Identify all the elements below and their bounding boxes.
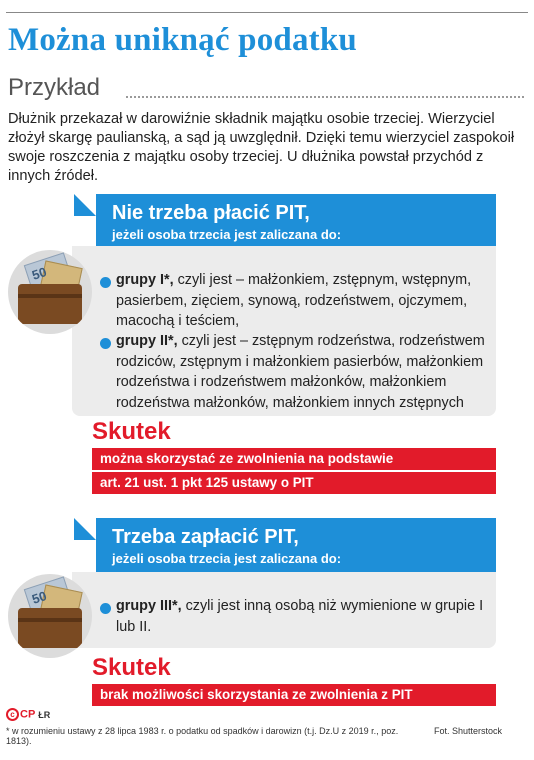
intro-paragraph: Dłużnik przekazał w darowiźnie składnik majątku osobie trzeciej. Wierzyciel złożył skargę paulianską, a sąd ją uwzględnił. Dzięki temu wierzyciel zaspokoił swoje roszczenia z majątku osoby trzeciej. U dłużnika powstał przychód z innych źródeł. bbox=[8, 111, 515, 184]
group1-label: grupy I*, bbox=[116, 272, 174, 288]
wallet-flap bbox=[18, 294, 82, 298]
section1-item2 bbox=[116, 331, 488, 413]
section1-banner-tail bbox=[74, 194, 96, 216]
section2-effect-line1: brak możliwości skorzystania ze zwolnienia z PIT bbox=[92, 684, 496, 706]
section2-banner-tail bbox=[74, 518, 96, 540]
section2-heading: Trzeba zapłacić PIT, bbox=[112, 526, 299, 548]
section2-subheading: jeżeli osoba trzecia jest zaliczana do: bbox=[112, 551, 342, 566]
section1-item1 bbox=[116, 270, 488, 332]
banknote-value: 50 bbox=[30, 588, 49, 607]
wallet-icon bbox=[18, 284, 82, 324]
section1-subheading: jeżeli osoba trzecia jest zaliczana do: bbox=[112, 227, 342, 242]
group3-text: czyli jest inną osobą niż wymienione w grupie I lub II. bbox=[116, 598, 484, 635]
subtitle-row bbox=[8, 74, 524, 102]
page-title: Można uniknąć podatku bbox=[8, 22, 357, 58]
author-initials: ŁR bbox=[38, 709, 51, 720]
footnote: * w rozumieniu ustawy z 28 lipca 1983 r. o podatku od spadków i darowizn (t.j. Dz.U z 2019 r., poz. 1813). bbox=[6, 726, 399, 746]
dotted-divider bbox=[126, 96, 524, 98]
bullet-icon bbox=[100, 277, 111, 288]
section1-effect-line2: art. 21 ust. 1 pkt 125 ustawy o PIT bbox=[92, 472, 496, 494]
wallet-photo bbox=[8, 574, 92, 658]
banknote-value: 50 bbox=[30, 264, 49, 283]
section1-effect-label: Skutek bbox=[92, 418, 171, 445]
bullet-icon bbox=[100, 603, 111, 614]
group1-text: czyli jest – małżonkiem, zstępnym, wstępnym, pasierbem, zięciem, synową, rodzeństwem, ojczymem, macochą i teściem, bbox=[116, 272, 472, 329]
publisher-logo bbox=[6, 708, 50, 721]
wallet-flap bbox=[18, 618, 82, 622]
section1-effect-line1: można skorzystać ze zwolnienia na podstawie bbox=[92, 448, 496, 470]
copyright-icon: c bbox=[6, 708, 19, 721]
group3-label: grupy III*, bbox=[116, 598, 182, 614]
subtitle: Przykład bbox=[8, 74, 101, 101]
top-rule bbox=[6, 12, 528, 13]
group2-label: grupy II*, bbox=[116, 333, 178, 349]
section1-banner bbox=[96, 194, 496, 246]
photo-credit: Fot. Shutterstock bbox=[433, 726, 502, 736]
section2-banner bbox=[96, 518, 496, 572]
bullet-icon bbox=[100, 338, 111, 349]
logo-text: CP bbox=[20, 708, 36, 721]
wallet-photo bbox=[8, 250, 92, 334]
wallet-icon bbox=[18, 608, 82, 648]
section1-heading: Nie trzeba płacić PIT, bbox=[112, 202, 310, 224]
section2-item1 bbox=[116, 596, 488, 637]
group2-text: czyli jest – zstępnym rodzeństwa, rodzeństwem rodziców, zstępnym i małżonkiem pasierbów, małżonkiem rodzeństwa i rodzeństwem małżonków, małżonkiem rodzeństwa małżonków, małżonkiem innych zstępnych bbox=[116, 333, 485, 411]
section2-effect-label: Skutek bbox=[92, 654, 171, 681]
